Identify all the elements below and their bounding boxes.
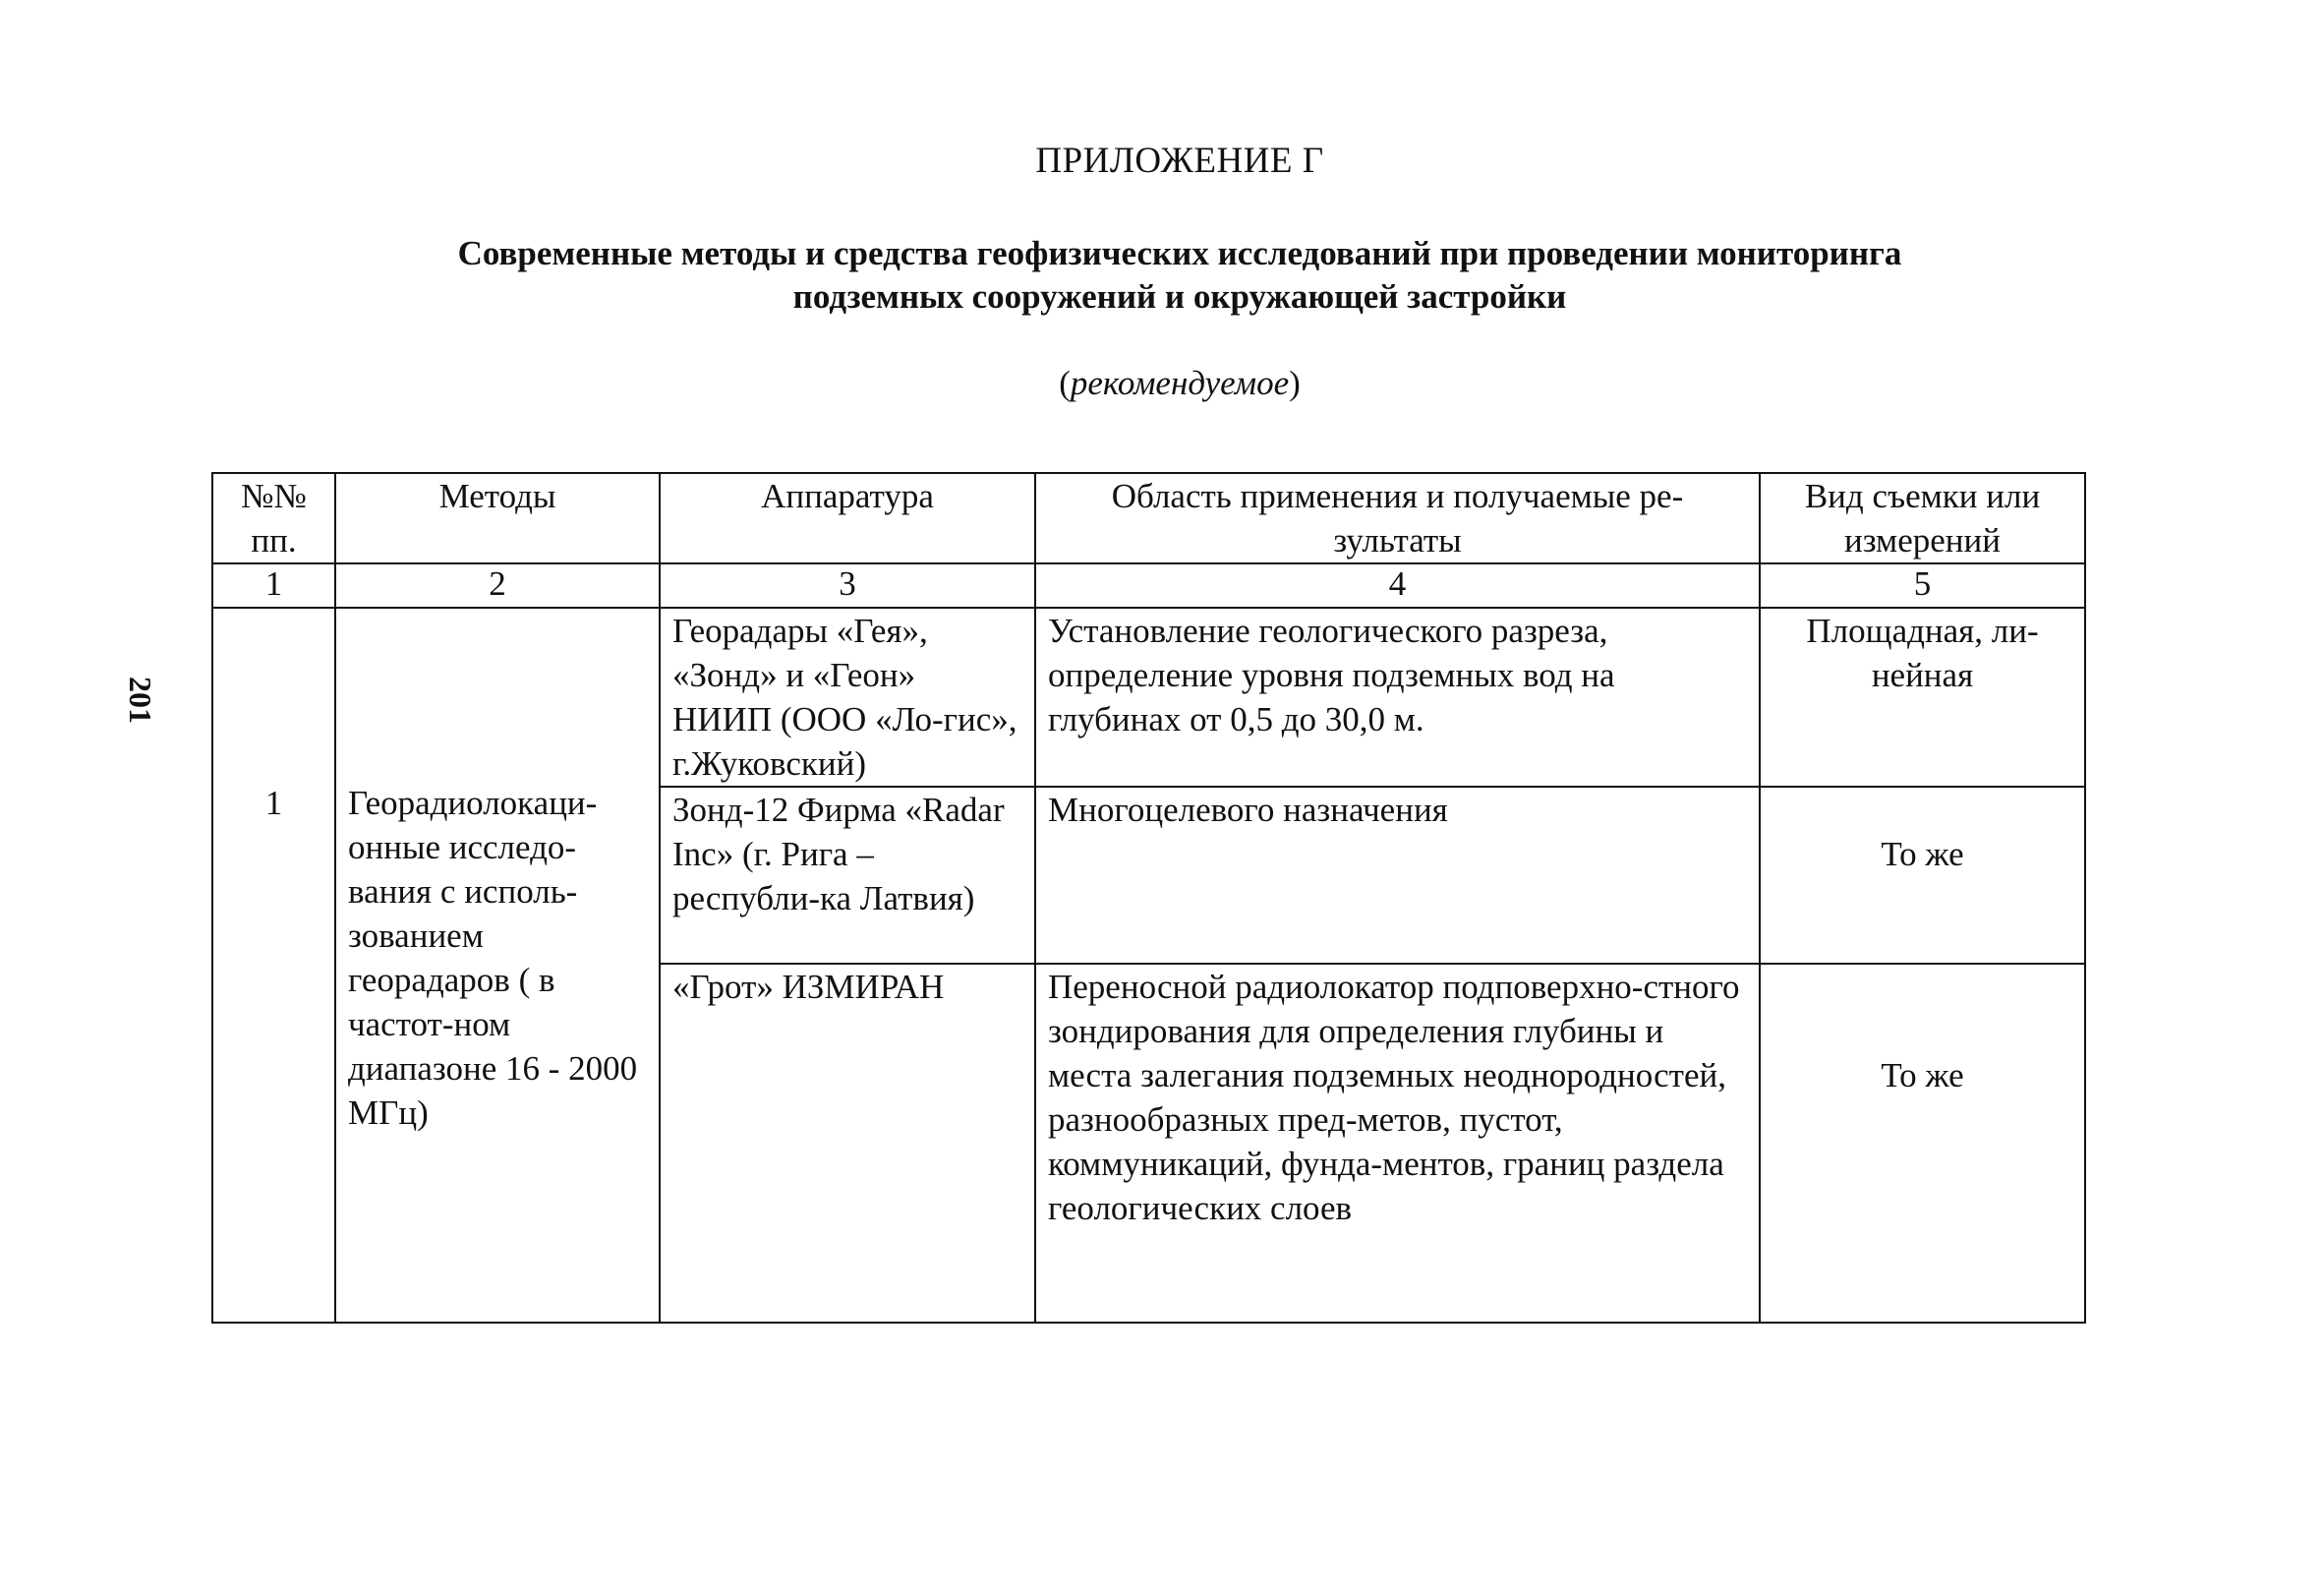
header-survey-type: Вид съемки или измерений — [1760, 473, 2085, 563]
column-number: 3 — [660, 563, 1035, 608]
survey-type-cell: То же — [1760, 964, 2085, 1323]
application-cell: Многоцелевого назначения — [1035, 787, 1760, 964]
column-number: 4 — [1035, 563, 1760, 608]
header-equipment: Аппаратура — [660, 473, 1035, 563]
survey-type-cell: Площадная, ли-нейная — [1760, 608, 2085, 787]
row-index: 1 — [212, 608, 335, 1323]
methods-table — [211, 472, 2086, 1324]
table-header-row — [212, 473, 2085, 563]
column-number: 1 — [212, 563, 335, 608]
application-cell: Установление геологического разреза, определение уровня подземных вод на глубинах от 0,5 до 30,0 м. — [1035, 608, 1760, 787]
equipment-cell: «Грот» ИЗМИРАН — [660, 964, 1035, 1323]
status-open-paren: ( — [1059, 364, 1071, 402]
status-recommended: рекомендуемое — [1070, 364, 1290, 402]
header-application: Область применения и получаемые ре-зультаты — [1035, 473, 1760, 563]
document-status — [0, 364, 2324, 403]
equipment-cell: Георадары «Гея», «Зонд» и «Геон» НИИП (ООО «Ло-гис», г.Жуковский) — [660, 608, 1035, 787]
equipment-cell: Зонд-12 Фирма «Radar Inc» (г. Рига – республи-ка Латвия) — [660, 787, 1035, 964]
appendix-title: ПРИЛОЖЕНИЕ Г — [1035, 141, 1324, 181]
document-heading — [295, 232, 2064, 319]
document-heading-line-1: Современные методы и средства геофизических исследований при проведении мониторинга — [457, 234, 1902, 272]
table-column-numbers-row — [212, 563, 2085, 608]
page-number: 201 — [123, 677, 158, 724]
status-close-paren: ) — [1289, 364, 1301, 402]
method-cell: Георадиолокаци-онные исследо-вания с исполь-зованием георадаров ( в частот-ном диапазоне 16 - 2000 МГц) — [335, 608, 660, 1323]
column-number: 2 — [335, 563, 660, 608]
application-cell: Переносной радиолокатор подповерхно-стного зондирования для определения глубины и места залегания подземных неоднородностей, разнообразных пред-метов, пустот, коммуникаций, фунда-ментов, границ раздела геологических слоев — [1035, 964, 1760, 1323]
document-heading-line-2: подземных сооружений и окружающей застройки — [792, 277, 1567, 316]
header-index: №№ пп. — [212, 473, 335, 563]
table-row — [212, 608, 2085, 787]
column-number: 5 — [1760, 563, 2085, 608]
survey-type-cell: То же — [1760, 787, 2085, 964]
header-methods: Методы — [335, 473, 660, 563]
